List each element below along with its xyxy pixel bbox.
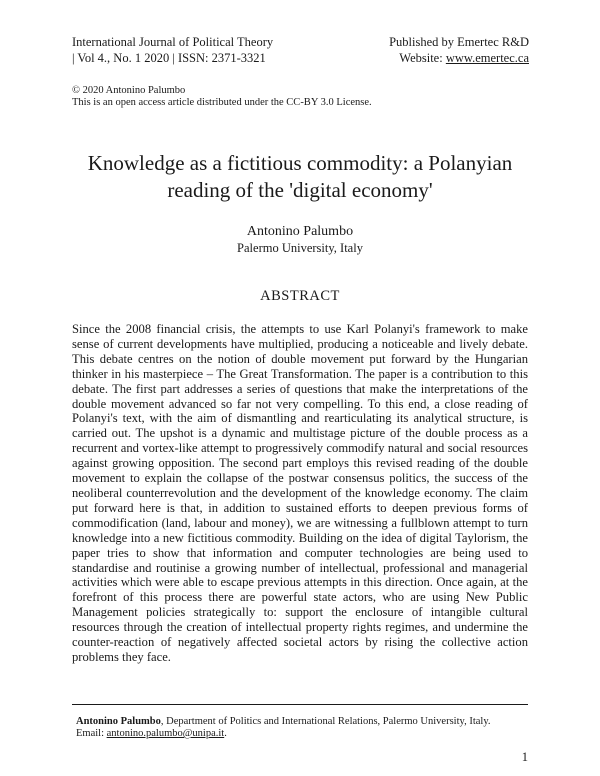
email-suffix: . [224, 728, 227, 739]
website-label: Website: [399, 51, 443, 65]
website-link[interactable]: www.emertec.ca [445, 51, 529, 65]
publisher-name: Published by Emertec R&D [389, 35, 529, 49]
abstract-heading: ABSTRACT [260, 288, 340, 304]
footnote-affiliation-line [76, 716, 528, 728]
license-block [72, 85, 372, 109]
header-journal-info [72, 34, 273, 66]
abstract-text: Since the 2008 financial crisis, the attempts to use Karl Polanyi's framework to make sense of current developments have multiplied, producing a noticeable and lively debate. This debate centres on the notion of double movement put forward by the Hungarian thinker in his masterpiece – The Great Transformation. The paper is a contribution to this debate. The first part addresses a series of questions that make the interpretations of the double movement advanced so far not very compelling. To this end, a close reading of Polanyi's text, with the aim of dismantling and rearticulating its analytical structure, is carried out. The upshot is a dynamic and multistage picture of the double process as a recurrent and vortex-like attempt to progressively commodify natural and social resources against growing opposition. The second part employs this revised reading of the double movement to explain the collapse of the postwar consensus politics, the success of the neoliberal counterrevolution and the development of the knowledge economy. The claim put forward here is that, in addition to sustained efforts to deepen previous forms of commodification (land, labour and money), we are witnessing a fullblown attempt to turn knowledge into a new fictitious commodity. Building on the idea of digital Taylorism, the paper tries to show that information and computer technologies are being used to standardise and routinise a growing number of intellectual, professional and managerial activities which were able to escape previous attempts in this direction. Once again, at the forefront of this process there are powerful state actors, who are using New Public Management policies strategically to: support the enclosure of intangible cultural resources through the creation of intellectual property rights regimes, and undermine the counter-reaction of negatively affected societal actors by rising the collective action problems they face. [72, 322, 528, 664]
author-name: Antonino Palumbo [246, 224, 354, 239]
footnote-affiliation: , Department of Politics and International Relations, Palermo University, Italy. [160, 716, 491, 727]
website-line [389, 50, 529, 66]
license-notice: This is an open access article distributed under the CC-BY 3.0 License. [72, 97, 372, 108]
paper-title: Knowledge as a fictitious commodity: a Polanyian reading of the 'digital economy' [87, 151, 513, 202]
journal-volume-issn: | Vol 4., No. 1 2020 | ISSN: 2371-3321 [72, 51, 266, 65]
page-number: 1 [521, 750, 528, 764]
author-affiliation: Palermo University, Italy [237, 241, 363, 255]
header-publisher-info [389, 34, 529, 66]
copyright-line: © 2020 Antonino Palumbo [72, 85, 186, 96]
email-label: Email: [76, 728, 104, 739]
footnote-email-line [76, 728, 528, 740]
email-link[interactable]: antonino.palumbo@unipa.it [106, 728, 225, 739]
journal-name: International Journal of Political Theory [72, 35, 274, 49]
footnote-author: Antonino Palumbo [76, 716, 161, 727]
footnote-divider [72, 704, 528, 705]
author-footnote [76, 716, 528, 740]
